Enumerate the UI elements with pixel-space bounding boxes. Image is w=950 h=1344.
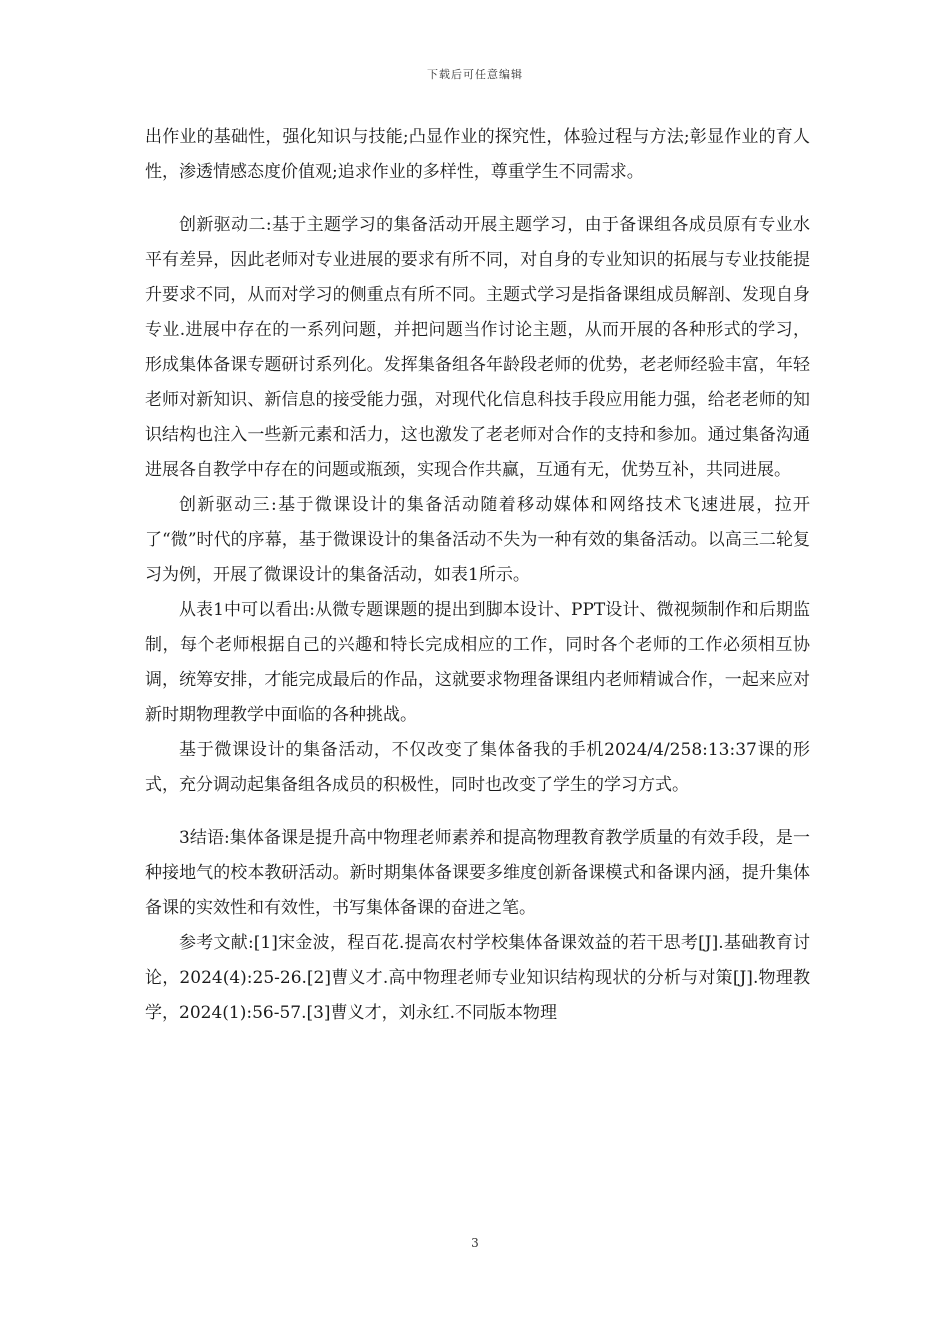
document-body bbox=[145, 120, 810, 1031]
page-number: 3 bbox=[471, 1236, 479, 1250]
paragraph-table-one-analysis: 从表1中可以看出:从微专题课题的提出到脚本设计、PPT设计、微视频制作和后期监制，每个老师根据自己的兴趣和特长完成相应的工作，同时各个老师的工作必须相互协调，统筹安排，才能完成最后的作品，这就要求物理备课组内老师精诚合作，一起来应对新时期物理教学中面临的各种挑战。 bbox=[145, 600, 810, 725]
paragraph-innovation-driver-three: 创新驱动三:基于微课设计的集备活动随着移动媒体和网络技术飞速进展，拉开了“微”时代的序幕，基于微课设计的集备活动不失为一种有效的集备活动。以高三二轮复习为例，开展了微课设计的集备活动，如表1所示。 bbox=[145, 495, 810, 585]
paragraph-homework-features: 出作业的基础性，强化知识与技能;凸显作业的探究性，体验过程与方法;彰显作业的育人性，渗透情感态度价值观;追求作业的多样性，尊重学生不同需求。 bbox=[145, 127, 810, 182]
paragraph-references: 参考文献:[1]宋金波，程百花.提高农村学校集体备课效益的若干思考[J].基础教育讨论，2024(4):25-26.[2]曹义才.高中物理老师专业知识结构现状的分析与对策[J].物理教学，2024(1):56-57.[3]曹义才，刘永红.不同版本物理 bbox=[145, 933, 810, 1023]
paragraph-innovation-driver-two: 创新驱动二:基于主题学习的集备活动开展主题学习，由于备课组各成员原有专业水平有差异，因此老师对专业进展的要求有所不同，对自身的专业知识的拓展与专业技能提升要求不同，从而对学习的侧重点有所不同。主题式学习是指备课组成员解剖、发现自身专业.进展中存在的一系列问题，并把问题当作讨论主题，从而开展的各种形式的学习，形成集体备课专题研讨系列化。发挥集备组各年龄段老师的优势，老老师经验丰富，年轻老师对新知识、新信息的接受能力强，对现代化信息科技手段应用能力强，给老老师的知识结构也注入一些新元素和活力，这也激发了老老师对合作的支持和参加。通过集备沟通进展各自教学中存在的问题或瓶颈，实现合作共赢，互通有无，优势互补，共同进展。 bbox=[145, 215, 810, 480]
paragraph-conclusion: 3结语:集体备课是提升高中物理老师素养和提高物理教育教学质量的有效手段，是一种接地气的校本教研活动。新时期集体备课要多维度创新备课模式和备课内涵，提升集体备课的实效性和有效性，书写集体备课的奋进之笔。 bbox=[145, 828, 810, 918]
page-header-note: 下载后可任意编辑 bbox=[427, 68, 523, 81]
paragraph-micro-lesson-effects: 基于微课设计的集备活动，不仅改变了集体备我的手机2024/4/258:13:37课的形式，充分调动起集备组各成员的积极性，同时也改变了学生的学习方式。 bbox=[145, 740, 810, 795]
